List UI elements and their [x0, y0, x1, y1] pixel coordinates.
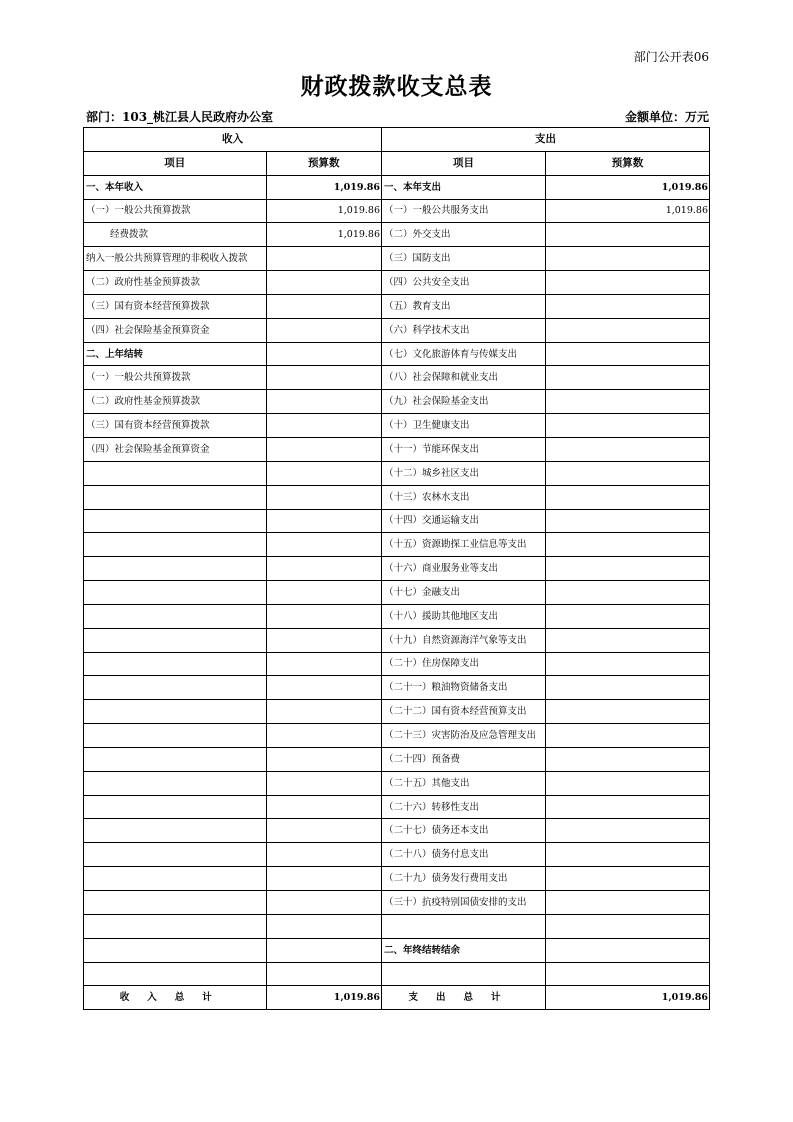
expense-total-value: 1,019.86	[546, 986, 710, 1010]
income-value-cell	[266, 938, 382, 962]
income-item-cell	[84, 843, 267, 867]
expense-value-cell	[546, 962, 710, 986]
form-number: 部门公开表06	[633, 50, 709, 64]
expense-value-cell	[546, 771, 710, 795]
expense-value-cell	[546, 938, 710, 962]
income-value-cell	[266, 318, 382, 342]
expense-value-cell	[546, 509, 710, 533]
income-item-cell: 纳入一般公共预算管理的非税收入拨款	[84, 247, 267, 271]
expense-item-cell: （三十）抗疫特别国债安排的支出	[382, 891, 546, 915]
table-row	[84, 318, 710, 342]
income-item-cell	[84, 914, 267, 938]
expense-value-cell	[546, 461, 710, 485]
expense-value-cell	[546, 557, 710, 581]
income-value-cell	[266, 962, 382, 986]
expense-item-cell: （二十九）债务发行费用支出	[382, 867, 546, 891]
expense-item-cell: （十二）城乡社区支出	[382, 461, 546, 485]
table-body	[84, 175, 710, 986]
expense-value-cell	[546, 294, 710, 318]
income-item-cell	[84, 819, 267, 843]
income-total-label: 收入总计	[84, 986, 267, 1010]
expense-value-cell	[546, 437, 710, 461]
expense-value-cell	[546, 867, 710, 891]
income-value-cell	[266, 747, 382, 771]
expense-value-cell	[546, 843, 710, 867]
expense-value-cell	[546, 247, 710, 271]
income-value-cell	[266, 581, 382, 605]
income-total-value: 1,019.86	[266, 986, 382, 1010]
income-item-cell: （四）社会保险基金预算资金	[84, 437, 267, 461]
expense-item-cell: （二十一）粮油物资储备支出	[382, 676, 546, 700]
expense-item-cell: （十五）资源勘探工业信息等支出	[382, 533, 546, 557]
table-row	[84, 533, 710, 557]
income-item-cell	[84, 676, 267, 700]
expense-item-cell	[382, 914, 546, 938]
table-row	[84, 485, 710, 509]
table-row	[84, 342, 710, 366]
income-value-cell	[266, 867, 382, 891]
table-row	[84, 271, 710, 295]
expense-item-cell: （十）卫生健康支出	[382, 414, 546, 438]
income-value-cell	[266, 461, 382, 485]
income-item-cell: （二）政府性基金预算拨款	[84, 390, 267, 414]
expense-item-cell: （八）社会保障和就业支出	[382, 366, 546, 390]
income-value-cell	[266, 724, 382, 748]
table-row	[84, 962, 710, 986]
expense-value-cell	[546, 891, 710, 915]
income-value-cell	[266, 700, 382, 724]
expense-item-cell: （二十二）国有资本经营预算支出	[382, 700, 546, 724]
income-value-cell	[266, 819, 382, 843]
income-value-cell	[266, 437, 382, 461]
income-value-cell	[266, 676, 382, 700]
income-value-cell	[266, 771, 382, 795]
income-value-cell	[266, 342, 382, 366]
income-value-cell	[266, 294, 382, 318]
budget-summary-table	[83, 127, 710, 1010]
income-item-cell: （三）国有资本经营预算拨款	[84, 294, 267, 318]
expense-item-cell: （九）社会保险基金支出	[382, 390, 546, 414]
income-value-cell	[266, 485, 382, 509]
expense-value-cell	[546, 652, 710, 676]
income-budget-header: 预算数	[266, 151, 382, 175]
income-item-cell	[84, 724, 267, 748]
expense-total-label: 支出总计	[382, 986, 546, 1010]
expense-item-cell: （二）外交支出	[382, 223, 546, 247]
table-row	[84, 414, 710, 438]
expense-value-cell	[546, 914, 710, 938]
expense-item-header: 项目	[382, 151, 546, 175]
table-row	[84, 509, 710, 533]
expense-value-cell	[546, 318, 710, 342]
income-item-cell: （四）社会保险基金预算资金	[84, 318, 267, 342]
expense-value-cell	[546, 390, 710, 414]
expense-value-cell	[546, 271, 710, 295]
table-row	[84, 652, 710, 676]
income-item-cell	[84, 581, 267, 605]
expense-item-cell: （十七）金融支出	[382, 581, 546, 605]
income-value-cell	[266, 652, 382, 676]
income-value-cell	[266, 390, 382, 414]
table-row	[84, 437, 710, 461]
income-value-cell	[266, 533, 382, 557]
totals-row	[84, 986, 710, 1010]
income-item-cell	[84, 938, 267, 962]
income-item-cell	[84, 604, 267, 628]
table-row	[84, 914, 710, 938]
expense-item-cell: （十三）农林水支出	[382, 485, 546, 509]
table-row	[84, 199, 710, 223]
expense-item-cell: （十四）交通运输支出	[382, 509, 546, 533]
income-value-cell	[266, 271, 382, 295]
income-value-cell	[266, 366, 382, 390]
income-item-cell: （二）政府性基金预算拨款	[84, 271, 267, 295]
income-item-cell	[84, 700, 267, 724]
expense-item-cell: （二十四）预备费	[382, 747, 546, 771]
income-value-cell	[266, 509, 382, 533]
table-row	[84, 938, 710, 962]
expense-item-cell: （三）国防支出	[382, 247, 546, 271]
income-item-cell	[84, 533, 267, 557]
expense-value-cell: 1,019.86	[546, 175, 710, 199]
expense-value-cell	[546, 700, 710, 724]
table-row	[84, 461, 710, 485]
table-row	[84, 747, 710, 771]
income-value-cell: 1,019.86	[266, 175, 382, 199]
income-item-cell	[84, 795, 267, 819]
table-row	[84, 557, 710, 581]
table-row	[84, 247, 710, 271]
expense-item-cell: 一、本年支出	[382, 175, 546, 199]
income-item-cell	[84, 867, 267, 891]
income-value-cell	[266, 628, 382, 652]
table-row	[84, 294, 710, 318]
expense-item-cell: （五）教育支出	[382, 294, 546, 318]
expense-value-cell	[546, 676, 710, 700]
expense-value-cell	[546, 795, 710, 819]
table-row	[84, 676, 710, 700]
income-value-cell	[266, 843, 382, 867]
income-item-cell	[84, 962, 267, 986]
department-label: 部门：103_桃江县人民政府办公室	[86, 110, 274, 124]
expense-item-cell: （十九）自然资源海洋气象等支出	[382, 628, 546, 652]
income-item-cell	[84, 509, 267, 533]
table-row	[84, 771, 710, 795]
table-row	[84, 604, 710, 628]
income-item-cell	[84, 485, 267, 509]
table-row	[84, 843, 710, 867]
income-item-cell	[84, 652, 267, 676]
amount-unit-label: 金额单位：万元	[624, 110, 709, 124]
income-item-cell: 一、本年收入	[84, 175, 267, 199]
income-item-cell: （三）国有资本经营预算拨款	[84, 414, 267, 438]
expense-item-cell: （二十八）债务付息支出	[382, 843, 546, 867]
table-row	[84, 700, 710, 724]
expense-value-cell	[546, 485, 710, 509]
income-value-cell: 1,019.86	[266, 223, 382, 247]
expense-item-cell: （十六）商业服务业等支出	[382, 557, 546, 581]
income-item-header: 项目	[84, 151, 267, 175]
expense-value-cell	[546, 533, 710, 557]
income-item-cell: 二、上年结转	[84, 342, 267, 366]
income-item-cell	[84, 461, 267, 485]
expense-value-cell	[546, 747, 710, 771]
income-section-header: 收入	[84, 128, 382, 152]
expense-item-cell: （二十六）转移性支出	[382, 795, 546, 819]
table-row	[84, 819, 710, 843]
income-value-cell	[266, 414, 382, 438]
table-row	[84, 867, 710, 891]
expense-section-header: 支出	[382, 128, 710, 152]
income-value-cell	[266, 891, 382, 915]
expense-item-cell: （二十五）其他支出	[382, 771, 546, 795]
table-row	[84, 175, 710, 199]
income-value-cell	[266, 557, 382, 581]
expense-item-cell: （二十三）灾害防治及应急管理支出	[382, 724, 546, 748]
expense-item-cell	[382, 962, 546, 986]
expense-item-cell: （七）文化旅游体育与传媒支出	[382, 342, 546, 366]
table-row	[84, 724, 710, 748]
income-item-cell: 经费拨款	[84, 223, 267, 247]
expense-item-cell: （十八）援助其他地区支出	[382, 604, 546, 628]
income-value-cell	[266, 604, 382, 628]
expense-value-cell	[546, 342, 710, 366]
expense-value-cell: 1,019.86	[546, 199, 710, 223]
table-row	[84, 581, 710, 605]
expense-item-cell: （十一）节能环保支出	[382, 437, 546, 461]
expense-value-cell	[546, 366, 710, 390]
expense-value-cell	[546, 581, 710, 605]
table-row	[84, 223, 710, 247]
income-value-cell	[266, 247, 382, 271]
income-item-cell: （一）一般公共预算拨款	[84, 366, 267, 390]
income-item-cell	[84, 628, 267, 652]
income-item-cell	[84, 771, 267, 795]
table-row	[84, 891, 710, 915]
expense-budget-header: 预算数	[546, 151, 710, 175]
income-value-cell: 1,019.86	[266, 199, 382, 223]
expense-value-cell	[546, 628, 710, 652]
expense-value-cell	[546, 414, 710, 438]
expense-value-cell	[546, 724, 710, 748]
income-value-cell	[266, 795, 382, 819]
expense-item-cell: （四）公共安全支出	[382, 271, 546, 295]
income-item-cell: （一）一般公共预算拨款	[84, 199, 267, 223]
expense-value-cell	[546, 223, 710, 247]
expense-item-cell: （二十七）债务还本支出	[382, 819, 546, 843]
expense-item-cell: （一）一般公共服务支出	[382, 199, 546, 223]
table-row	[84, 366, 710, 390]
income-value-cell	[266, 914, 382, 938]
table-row	[84, 390, 710, 414]
income-item-cell	[84, 891, 267, 915]
table-row	[84, 795, 710, 819]
expense-value-cell	[546, 604, 710, 628]
table-row	[84, 628, 710, 652]
expense-item-cell: 二、年终结转结余	[382, 938, 546, 962]
expense-item-cell: （二十）住房保障支出	[382, 652, 546, 676]
expense-item-cell: （六）科学技术支出	[382, 318, 546, 342]
income-item-cell	[84, 747, 267, 771]
expense-value-cell	[546, 819, 710, 843]
page-title: 财政拨款收支总表	[300, 73, 493, 100]
income-item-cell	[84, 557, 267, 581]
